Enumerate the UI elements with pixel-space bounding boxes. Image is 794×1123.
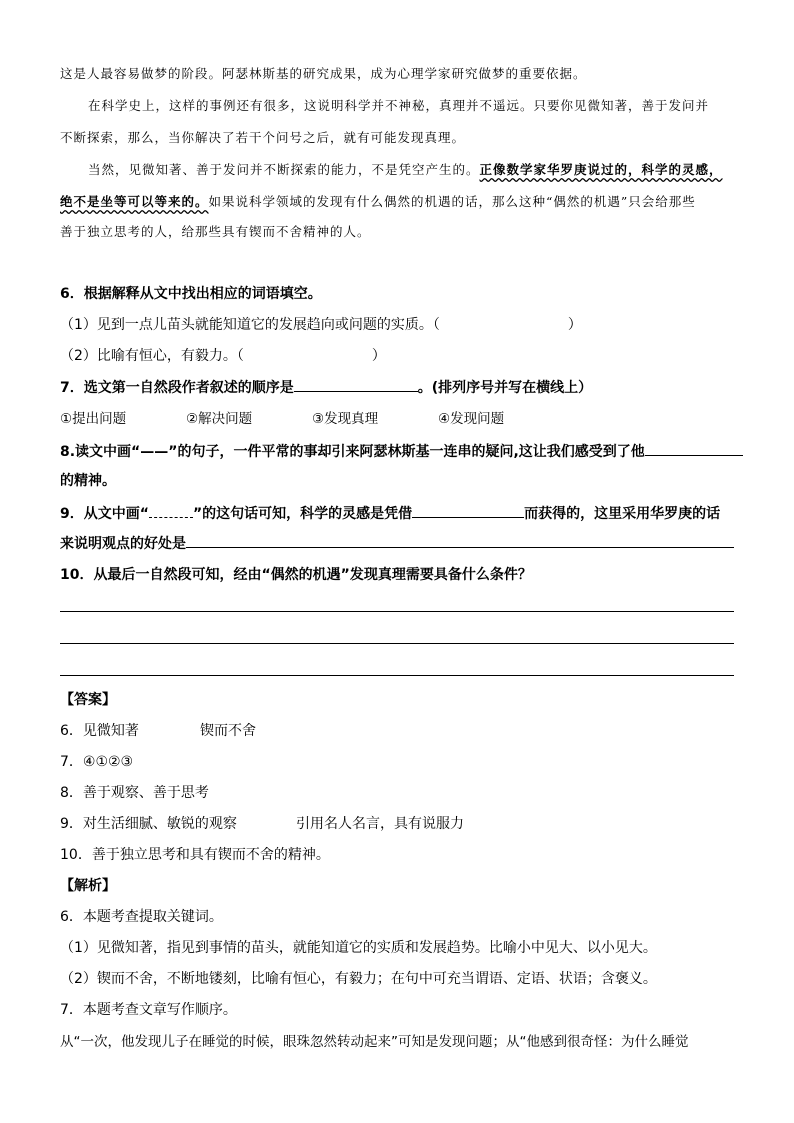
question-text: 而获得的，这里采用华罗庚的话: [524, 506, 721, 522]
question-text: ”的这句话可知，科学的灵感是凭借: [192, 506, 413, 522]
wavy-underlined-sentence: 正像数学家华罗庚说过的，科学的灵感，: [479, 162, 723, 177]
passage-line: 不断探索，那么，当你解决了若干个问号之后，就有可能发现真理。: [60, 130, 466, 145]
answer-line[interactable]: [60, 675, 734, 676]
question-text: （1）见到一点儿苗头就能知道它的发展趋向或问题的实质。（: [60, 317, 440, 333]
answer-blank[interactable]: [412, 503, 524, 518]
passage-text: 如果说科学领域的发现有什么偶然的机遇的话，那么这种“偶然的机遇”只会给那些: [208, 194, 696, 209]
question-7-options: [60, 409, 564, 429]
answer-10: 10．善于独立思考和具有锲而不舍的精神。: [60, 847, 330, 863]
option: ③发现真理: [312, 411, 379, 427]
question-text: 。(排列序号并写在横线上）: [417, 380, 593, 396]
analysis-line: （2）锲而不舍，不断地镂刻，比喻有恒心，有毅力；在句中可充当谓语、定语、状语；含褒义。: [60, 971, 657, 987]
question-8-line2: 的精神。: [60, 473, 116, 489]
wavy-underlined-sentence: 绝不是坐等可以等来的。: [60, 194, 209, 209]
option: ④发现问题: [438, 411, 505, 427]
question-text: 8.读文中画“——”的句子，一件平常的事却引来阿瑟林斯基一连串的疑问,这让我们感受到了他: [60, 444, 645, 460]
question-8: [60, 441, 743, 462]
question-9-line2: [60, 533, 734, 554]
question-6-2: [60, 346, 386, 366]
analysis-line: （1）见微知著，指见到事情的苗头，就能知道它的实质和发展趋势。比喻小中见大、以小见大。: [60, 940, 657, 956]
answer-blank[interactable]: [186, 533, 734, 548]
answer-line[interactable]: [60, 611, 734, 612]
answer-text: 9．对生活细腻、敏锐的观察: [60, 816, 237, 832]
answer-7: 7．④①②③: [60, 754, 134, 770]
question-6-1: [60, 315, 582, 335]
question-text: ）: [567, 317, 582, 333]
question-text: 来说明观点的好处是: [60, 536, 186, 552]
analysis-line: 6．本题考查提取关键词。: [60, 909, 223, 925]
option: ②解决问题: [186, 411, 253, 427]
wavy-line-sample: [149, 507, 193, 518]
question-text: ）: [371, 348, 386, 364]
answer-text: 6．见微知著: [60, 723, 139, 739]
answer-text: 锲而不舍: [200, 723, 256, 739]
passage-line: 在科学史上，这样的事例还有很多，这说明科学并不神秘，真理并不遥远。只要你见微知著，善于发问并: [88, 98, 710, 113]
option: ①提出问题: [60, 411, 127, 427]
answer-6: [60, 721, 256, 741]
passage-line: 善于独立思考的人，给那些具有锲而不舍精神的人。: [60, 224, 371, 239]
question-text: 7．选文第一自然段作者叙述的顺序是: [60, 380, 294, 396]
question-7: [60, 377, 592, 398]
analysis-heading: 【解析】: [60, 878, 116, 894]
question-6: 6．根据解释从文中找出相应的词语填空。: [60, 286, 322, 302]
answer-9: [60, 814, 464, 834]
passage-line: [88, 160, 723, 180]
answer-blank[interactable]: [294, 377, 418, 392]
answer-heading: 【答案】: [60, 692, 116, 708]
question-text: 9．从文中画“: [60, 506, 149, 522]
question-9: [60, 503, 720, 524]
question-10: 10．从最后一自然段可知，经由“偶然的机遇”发现真理需要具备什么条件？: [60, 567, 532, 583]
passage-line: 这是人最容易做梦的阶段。阿瑟林斯基的研究成果，成为心理学家研究做梦的重要依据。: [60, 66, 587, 81]
question-text: （2）比喻有恒心，有毅力。（: [60, 348, 244, 364]
answer-8: 8．善于观察、善于思考: [60, 785, 209, 801]
answer-line[interactable]: [60, 643, 734, 644]
analysis-line: 从“一次，他发现儿子在睡觉的时候，眼珠忽然转动起来”可知是发现问题；从“他感到很奇怪：为什么睡觉: [60, 1034, 689, 1050]
analysis-line: 7．本题考查文章写作顺序。: [60, 1002, 237, 1018]
passage-line: [60, 192, 696, 212]
passage-text: 当然，见微知著、善于发问并不断探索的能力，不是凭空产生的。: [88, 162, 480, 177]
answer-blank[interactable]: [645, 441, 743, 456]
answer-text: 引用名人名言，具有说服力: [296, 816, 464, 832]
